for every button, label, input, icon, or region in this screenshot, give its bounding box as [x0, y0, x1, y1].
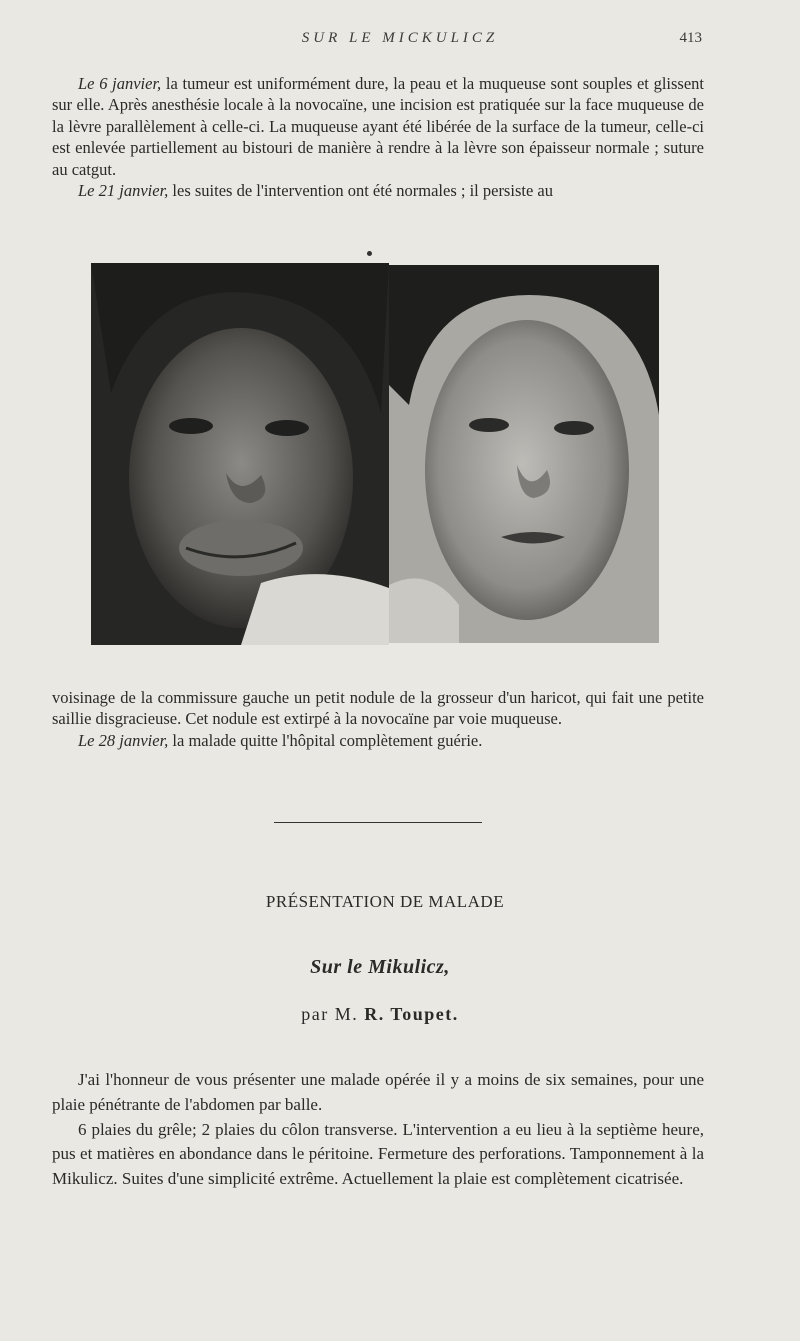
paragraph-jan-6: [52, 73, 704, 180]
case-report-bottom: [52, 687, 704, 751]
paragraph-text: la tumeur est uniformément dure, la peau et la muqueuse sont souples et glissent sur elle. Après anesthésie locale à la novocaïne, une incision est pratiquée sur la face muqueuse de la lèvre parallèlement à celle-ci. La muqueuse ayant été libérée de la surface de la tumeur, celle-ci est enlevée partiellement au bistouri de manière à rendre à la lèvre son épaisseur normale ; suture au catgut.: [52, 74, 704, 179]
paragraph-jan-28: [52, 730, 704, 751]
case-report-top: [52, 73, 704, 201]
article-body: [52, 1068, 704, 1192]
patient-before-icon: [91, 263, 389, 645]
running-head: [0, 30, 800, 50]
date-jan-28: Le 28 janvier,: [78, 730, 169, 750]
paragraph-jan-21: [52, 180, 704, 201]
paragraph-text: les suites de l'intervention ont été normales ; il persiste au: [168, 181, 553, 201]
section-title: PRÉSENTATION DE MALADE: [265, 892, 505, 911]
paragraph-jan-21-continued: voisinage de la commissure gauche un petit nodule de la grosseur d'un haricot, qui fait une petite saillie disgracieuse. Cet nodule est extirpé à la novocaïne par voie muqueuse.: [52, 688, 704, 729]
article-title: Sur le Mikulicz,: [310, 956, 450, 978]
date-jan-21: Le 21 janvier,: [78, 181, 169, 201]
article-paragraph-1: J'ai l'honneur de vous présenter une malade opérée il y a moins de six semaines, pour une plaie pénétrante de l'abdomen par balle.: [52, 1070, 704, 1114]
article-paragraph-2: 6 plaies du grêle; 2 plaies du côlon transverse. L'intervention a eu lieu à la septième heure, pus et matières en abondance dans le péritoine. Fermeture des perforations. Tamponnement à la Mikulicz. Suites d'une simplicité extrême. Actuellement la plaie est complètement cicatrisée.: [52, 1119, 704, 1189]
author-name: R. Toupet.: [364, 1004, 459, 1024]
running-title: SUR LE MICKULICZ: [301, 30, 499, 46]
section-divider: [274, 822, 482, 823]
paragraph-text: la malade quitte l'hôpital complètement guérie.: [168, 730, 483, 750]
ink-dot: [367, 251, 372, 256]
date-jan-6: Le 6 janvier,: [78, 74, 162, 93]
patient-after-icon: [389, 265, 659, 643]
byline: [0, 1004, 760, 1025]
patient-photographs: [91, 263, 659, 645]
page-number: 413: [679, 30, 702, 46]
byline-prefix: par M.: [301, 1004, 359, 1024]
